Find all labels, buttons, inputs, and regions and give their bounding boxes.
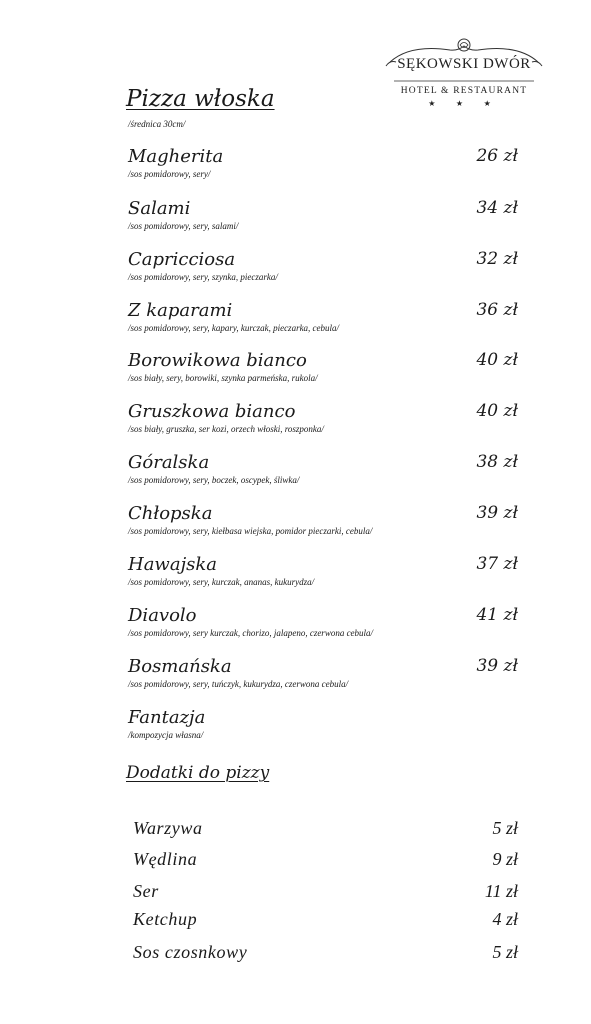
- pizza-ingredients: /sos pomidorowy, sery/: [128, 169, 211, 179]
- addon-price: 5 zł: [492, 818, 518, 838]
- pizza-name: Góralska: [128, 452, 210, 473]
- pizza-ingredients: /sos biały, gruszka, ser kozi, orzech włoski, roszponka/: [128, 424, 324, 434]
- addon-item: [0, 849, 591, 875]
- pizza-name: Fantazja: [128, 707, 206, 728]
- pizza-item: [0, 503, 591, 548]
- pizza-item: [0, 656, 591, 701]
- logo-subtitle: HOTEL & RESTAURANT: [400, 86, 528, 96]
- addon-price: 4 zł: [492, 909, 518, 929]
- logo-stars: ★ ★ ★: [428, 99, 500, 108]
- pizza-name: Diavolo: [128, 605, 197, 626]
- addon-price: 11 zł: [484, 881, 518, 901]
- pizza-item: [0, 554, 591, 599]
- pizza-name: Gruszkowa bianco: [128, 401, 296, 422]
- pizza-item: [0, 300, 591, 345]
- pizza-item: [0, 249, 591, 294]
- pizza-price: 40 zł: [476, 350, 518, 370]
- pizza-price: 41 zł: [476, 605, 518, 625]
- pizza-name: Chłopska: [128, 503, 213, 524]
- pizza-price: 38 zł: [476, 452, 518, 472]
- pizza-name: Capricciosa: [128, 249, 236, 270]
- pizza-ingredients: /sos pomidorowy, sery, kiełbasa wiejska, pomidor pieczarki, cebula/: [128, 526, 373, 536]
- pizza-item: [0, 350, 591, 395]
- pizza-name: Salami: [128, 198, 191, 219]
- pizza-ingredients: /sos pomidorowy, sery, szynka, pieczarka/: [128, 272, 278, 282]
- pizza-price: 32 zł: [476, 249, 518, 269]
- pizza-ingredients: /sos pomidorowy, sery, salami/: [128, 221, 239, 231]
- addons-title: Dodatki do pizzy: [126, 763, 270, 783]
- menu-title: Pizza włoska: [126, 86, 275, 112]
- pizza-item: [0, 707, 591, 752]
- addon-price: 9 zł: [492, 849, 518, 869]
- pizza-name: Magherita: [128, 146, 224, 167]
- pizza-price: 34 zł: [476, 198, 518, 218]
- pizza-item: [0, 452, 591, 497]
- addon-name: Sos czosnkowy: [133, 942, 248, 962]
- pizza-ingredients: /sos pomidorowy, sery, boczek, oscypek, śliwka/: [128, 475, 300, 485]
- pizza-price: 40 zł: [476, 401, 518, 421]
- addon-item: [0, 909, 591, 935]
- menu-size-note: /średnica 30cm/: [128, 119, 186, 129]
- addon-name: Ser: [133, 881, 159, 901]
- pizza-price: 39 zł: [476, 656, 518, 676]
- pizza-name: Borowikowa bianco: [128, 350, 307, 371]
- addon-item: [0, 942, 591, 968]
- pizza-ingredients: /sos biały, sery, borowiki, szynka parmeńska, rukola/: [128, 373, 318, 383]
- pizza-price: 26 zł: [476, 146, 518, 166]
- pizza-ingredients: /sos pomidorowy, sery kurczak, chorizo, jalapeno, czerwona cebula/: [128, 628, 374, 638]
- pizza-price: 36 zł: [476, 300, 518, 320]
- pizza-ingredients: /sos pomidorowy, sery, tuńczyk, kukurydza, czerwona cebula/: [128, 679, 349, 689]
- pizza-name: Bosmańska: [128, 656, 232, 677]
- logo-name: SĘKOWSKI DWÓR: [397, 56, 531, 72]
- pizza-ingredients: /kompozycja własna/: [128, 730, 204, 740]
- pizza-price: 37 zł: [476, 554, 518, 574]
- pizza-item: [0, 605, 591, 650]
- addon-name: Wędlina: [133, 849, 198, 869]
- pizza-name: Z kaparami: [128, 300, 233, 321]
- addon-price: 5 zł: [492, 942, 518, 962]
- addon-name: Warzywa: [133, 818, 203, 838]
- pizza-item: [0, 401, 591, 446]
- pizza-name: Hawajska: [128, 554, 218, 575]
- pizza-item: [0, 198, 591, 243]
- addon-name: Ketchup: [133, 909, 198, 929]
- addon-item: [0, 881, 591, 907]
- pizza-item: [0, 146, 591, 191]
- pizza-price: 39 zł: [476, 503, 518, 523]
- pizza-ingredients: /sos pomidorowy, sery, kapary, kurczak, pieczarka, cebula/: [128, 323, 340, 333]
- pizza-ingredients: /sos pomidorowy, sery, kurczak, ananas, kukurydza/: [128, 577, 315, 587]
- addon-item: [0, 818, 591, 844]
